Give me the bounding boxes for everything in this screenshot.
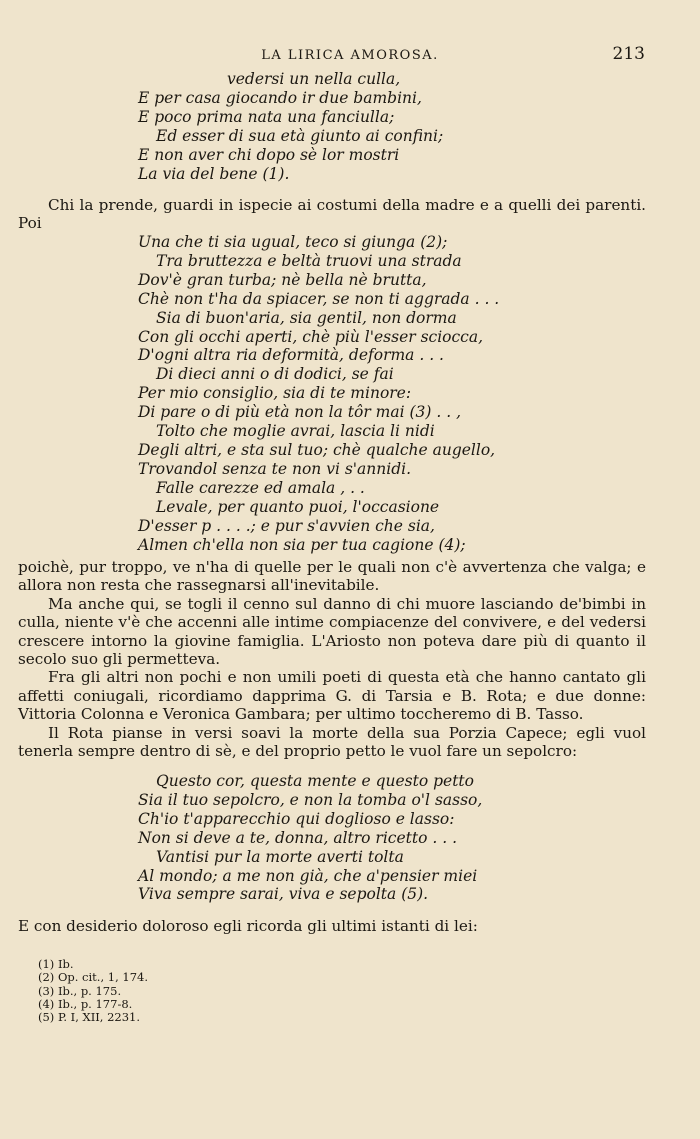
verse-line: E non aver chi dopo sè lor mostri	[138, 145, 400, 164]
verse-line: Per mio consiglio, sia di te minore:	[138, 384, 412, 403]
verse-block-rota	[138, 772, 482, 904]
verse-line: vedersi un nella culla,	[227, 70, 401, 88]
verse-line: E poco prima nata una fanciulla;	[138, 107, 395, 126]
verse-line: Almen ch'ella non sia per tua cagione (4);	[138, 535, 466, 554]
paragraph: Chi la prende, guardi in ispecie ai costumi della madre e a quelli dei parenti. Poi	[18, 196, 646, 233]
paragraph-closing	[18, 917, 646, 935]
verse-line: Trovandol senza te non vi s'annidi.	[138, 459, 412, 478]
verse-line: Tra bruttezza e beltà truovi una strada	[156, 251, 462, 270]
verse-line: Tolto che moglie avrai, lascia li nidi	[156, 422, 435, 441]
page-number: 213	[612, 44, 645, 64]
paragraph: Ma anche qui, se togli il cenno sul danno di chi muore lasciando de'bimbi in culla, niente v'è che accenni alle intime compiacenze del convivere, e del vedersi crescere intorno la giovine famiglia. L'Ariosto non poteva dare più di quanto il secolo suo gli permetteva.	[18, 594, 646, 669]
footnote: (4) Ib., p. 177-8.	[38, 996, 133, 1011]
paragraph: Il Rota pianse in versi soavi la morte della sua Porzia Capece; egli vuol tenerla sempre dentro di sè, e del proprio petto le vuol fare un sepolcro:	[18, 723, 646, 761]
footnotes	[38, 958, 148, 1024]
verse-line: Sia di buon'aria, sia gentil, non dorma	[156, 308, 457, 327]
verse-line: Con gli occhi aperti, chè più l'esser sciocca,	[138, 327, 484, 346]
footnote: (2) Op. cit., 1, 174.	[38, 970, 148, 985]
running-title: LA LIRICA AMOROSA.	[261, 48, 439, 63]
verse-line: Al mondo; a me non già, che a'pensier miei	[138, 866, 478, 885]
verse-block-ariosto-2	[138, 233, 499, 554]
verse-line: Ch'io t'apparecchio qui doglioso e lasso:	[138, 809, 455, 828]
verse-line: Chè non t'ha da spiacer, se non ti aggrada . . .	[138, 289, 500, 308]
verse-line: E per casa giocando ir due bambini,	[138, 88, 422, 107]
verse-line: Sia il tuo sepolcro, e non la tomba o'l sasso,	[138, 790, 483, 809]
verse-line: Falle carezze ed amala , . .	[156, 478, 365, 497]
paragraph-intro	[18, 196, 646, 233]
verse-line: D'ogni altra ria deformità, deforma . . .	[138, 346, 444, 365]
verse-line: Levale, per quanto puoi, l'occasione	[156, 497, 440, 516]
paragraph: poichè, pur troppo, ve n'ha di quelle per le quali non c'è avvertenza che valga; e allora non resta che rassegnarsi all'inevitabile.	[18, 558, 646, 595]
paragraph: E con desiderio doloroso egli ricorda gli ultimi istanti di lei:	[18, 917, 478, 935]
verse-line: D'esser p . . . .; e pur s'avvien che sia,	[138, 516, 435, 535]
footnote: (1) Ib.	[38, 957, 74, 971]
verse-line: La via del bene (1).	[138, 164, 290, 183]
verse-line: Di dieci anni o di dodici, se fai	[156, 365, 394, 384]
verse-line: Questo cor, questa mente e questo petto	[156, 772, 474, 790]
verse-line: Viva sempre sarai, viva e sepolta (5).	[138, 885, 429, 904]
paragraph: Fra gli altri non pochi e non umili poeti di questa età che hanno cantato gli affetti coniugali, ricordiamo dapprima G. di Tarsia e B. Rota; e due donne: Vittoria Colonna e Veronica Gambara; per ultimo toccheremo di B. Tasso.	[18, 668, 646, 724]
verse-line: Vantisi pur la morte averti tolta	[156, 847, 404, 866]
verse-line: Dov'è gran turba; nè bella nè brutta,	[138, 270, 427, 289]
verse-block-ariosto-1	[138, 70, 443, 183]
verse-line: Ed esser di sua età giunto ai confini;	[156, 126, 444, 145]
verse-line: Una che ti sia ugual, teco si giunga (2);	[138, 233, 448, 251]
body-text	[18, 558, 646, 760]
verse-line: Di pare o di più età non la tôr mai (3) . . ,	[138, 403, 461, 422]
footnote: (5) P. I, XII, 2231.	[38, 1010, 141, 1025]
footnote: (3) Ib., p. 175.	[38, 983, 122, 998]
verse-line: Degli altri, e sta sul tuo; chè qualche augello,	[138, 440, 496, 459]
verse-line: Non si deve a te, donna, altro ricetto . . .	[138, 828, 457, 847]
